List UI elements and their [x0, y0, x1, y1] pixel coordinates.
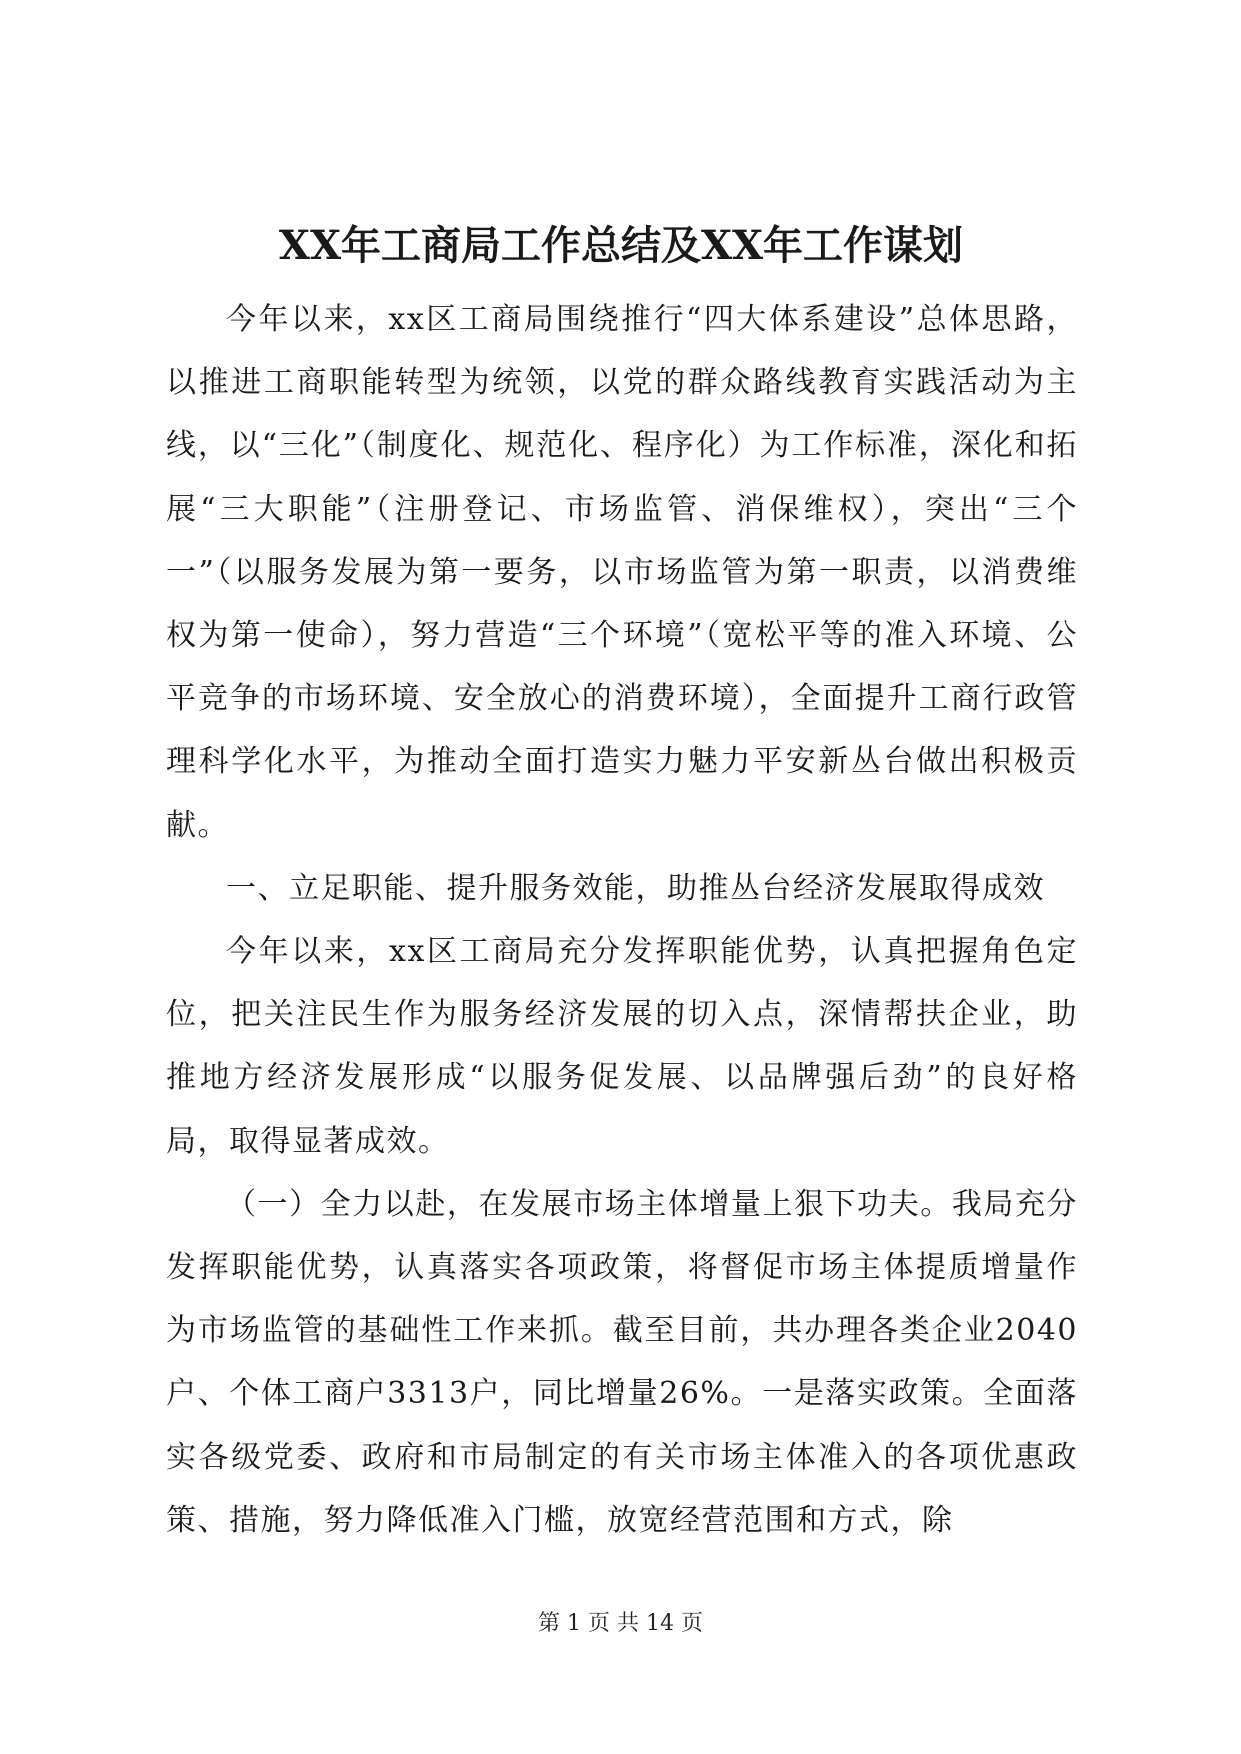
- document-body: [166, 288, 1078, 1552]
- paragraph-section-1: 今年以来，xx区工商局充分发挥职能优势，认真把握角色定位，把关注民生作为服务经济发展的切入点，深情帮扶企业，助推地方经济发展形成“以服务促发展、以品牌强后劲”的良好格局，取得显著成效。: [166, 934, 1078, 1159]
- paragraph-subsection-1: （一）全力以赴，在发展市场主体增量上狠下功夫。我局充分发挥职能优势，认真落实各项政策，将督促市场主体提质增量作为市场监管的基础性工作来抓。截至目前，共办理各类企业2040户、个体工商户3313户，同比增量26%。一是落实政策。全面落实各级党委、政府和市局制定的有关市场主体准入的各项优惠政策、措施，努力降低准入门槛，放宽经营范围和方式，除: [166, 1186, 1078, 1538]
- paragraph-intro: 今年以来，xx区工商局围绕推行“四大体系建设”总体思路，以推进工商职能转型为统领，以党的群众路线教育实践活动为主线，以“三化”（制度化、规范化、程序化）为工作标准，深化和拓展“三大职能”（注册登记、市场监管、消保维权），突出“三个一”（以服务发展为第一要务，以市场监管为第一职责，以消费维权为第一使命），努力营造“三个环境”（宽松平等的准入环境、公平竞争的市场环境、安全放心的消费环境），全面提升工商行政管理科学化水平，为推动全面打造实力魅力平安新丛台做出积极贡献。: [166, 302, 1078, 843]
- document-title: XX年工商局工作总结及XX年工作谋划: [278, 222, 964, 269]
- page-footer: 第 1 页 共 14 页: [538, 1611, 703, 1636]
- section-heading-1: 一、立足职能、提升服务效能，助推丛台经济发展取得成效: [226, 870, 1045, 906]
